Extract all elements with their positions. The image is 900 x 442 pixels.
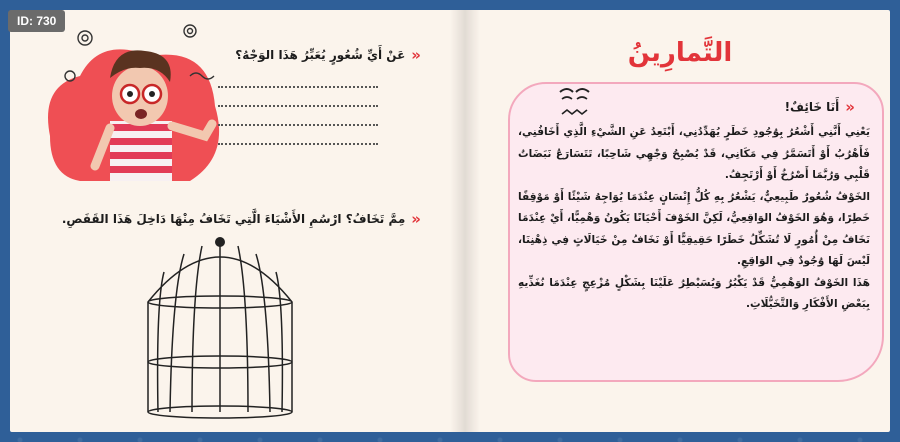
chevron-icon: « — [411, 46, 418, 64]
answer-line[interactable] — [218, 86, 378, 88]
question-2-text: مِمَّ تَخَافُ؟ ارْسُمِ الأَشْيَاءَ الَّتِي تَخَافُ مِنْهَا دَاخِلَ هَذَا القَفَصِ. — [61, 212, 406, 226]
answer-line[interactable] — [218, 105, 378, 107]
chevron-icon: « — [845, 98, 852, 116]
body-text — [518, 122, 870, 316]
id-badge: ID: 730 — [8, 10, 65, 32]
question-1-text: عَنْ أَيِّ شُعُورٍ يُعَبِّرُ هَذَا الوَجْهُ؟ — [235, 48, 406, 62]
book-spread — [10, 10, 890, 432]
paragraph-1: يَعْنِي أَنَّنِي أَشْعُرُ بِوُجُودِ خَطَرٍ يُهَدِّدُنِي، أَبْتَعِدُ عَنِ الشَّيْءِ الَّذِي أَخَافُنِي، فَأَهْرُبُ أَوْ أَتَسَمَّرُ فِي مَكَانِي، قَدْ يُصْبِحُ وَجْهِي شَاحِبًا، تَتَسَارَعُ نَبَضَاتُ قَلْبِي وَرُبَّمَا أَصْرُخُ أَوْ أَرْتَجِفُ. — [518, 126, 870, 181]
page-title: التَّمارِينُ — [627, 38, 733, 68]
answer-line[interactable] — [218, 143, 378, 145]
cage-drawing-area[interactable] — [130, 232, 310, 422]
question-1 — [235, 46, 418, 64]
paragraph-3: هَذَا الخَوْفُ الوَهْمِيُّ قَدْ يَكْبُرُ وَيُسَيْطِرُ عَلَيْنَا بِشَكْلٍ مُزْعِجٍ عِنْدَمَا نُغَذِّيهِ بِبَعْضِ الأَفْكَارِ وَالتَّخَيُّلَاتِ. — [518, 276, 870, 310]
question-2 — [62, 210, 418, 228]
paragraph-2: الخَوْفُ شُعُورٌ طَبِيعِيٌّ، يَشْعُرُ بِهِ كُلُّ إِنْسَانٍ عِنْدَمَا يُوَاجِهُ شَيْئًا أَوْ مَوْقِفًا خَطِرًا، وَهُوَ الخَوْفُ الوَاقِعِيُّ، لَكِنَّ الخَوْفَ أَحْيَانًا يَكُونُ وَهْمِيًّا، أَيْ عِنْدَمَا نَخَافُ مِنْ أُمُورٍ لَا تُشَكِّلُ خَطَرًا حَقِيقِيًّا أَوْ نَخَافُ مِنْ خَيَالَاتٍ فِي ذِهْنِنَا، لَيْسَ لَهَا وُجُودٌ فِي الوَاقِعِ. — [518, 190, 870, 267]
book-spine — [450, 10, 480, 432]
scared-face-icon — [554, 82, 594, 126]
scared-boy-illustration — [40, 16, 240, 186]
chevron-icon: « — [411, 210, 418, 228]
section-heading-text: أَنَا خَائِفٌ! — [784, 100, 840, 114]
answer-line[interactable] — [218, 124, 378, 126]
section-heading — [785, 98, 852, 116]
